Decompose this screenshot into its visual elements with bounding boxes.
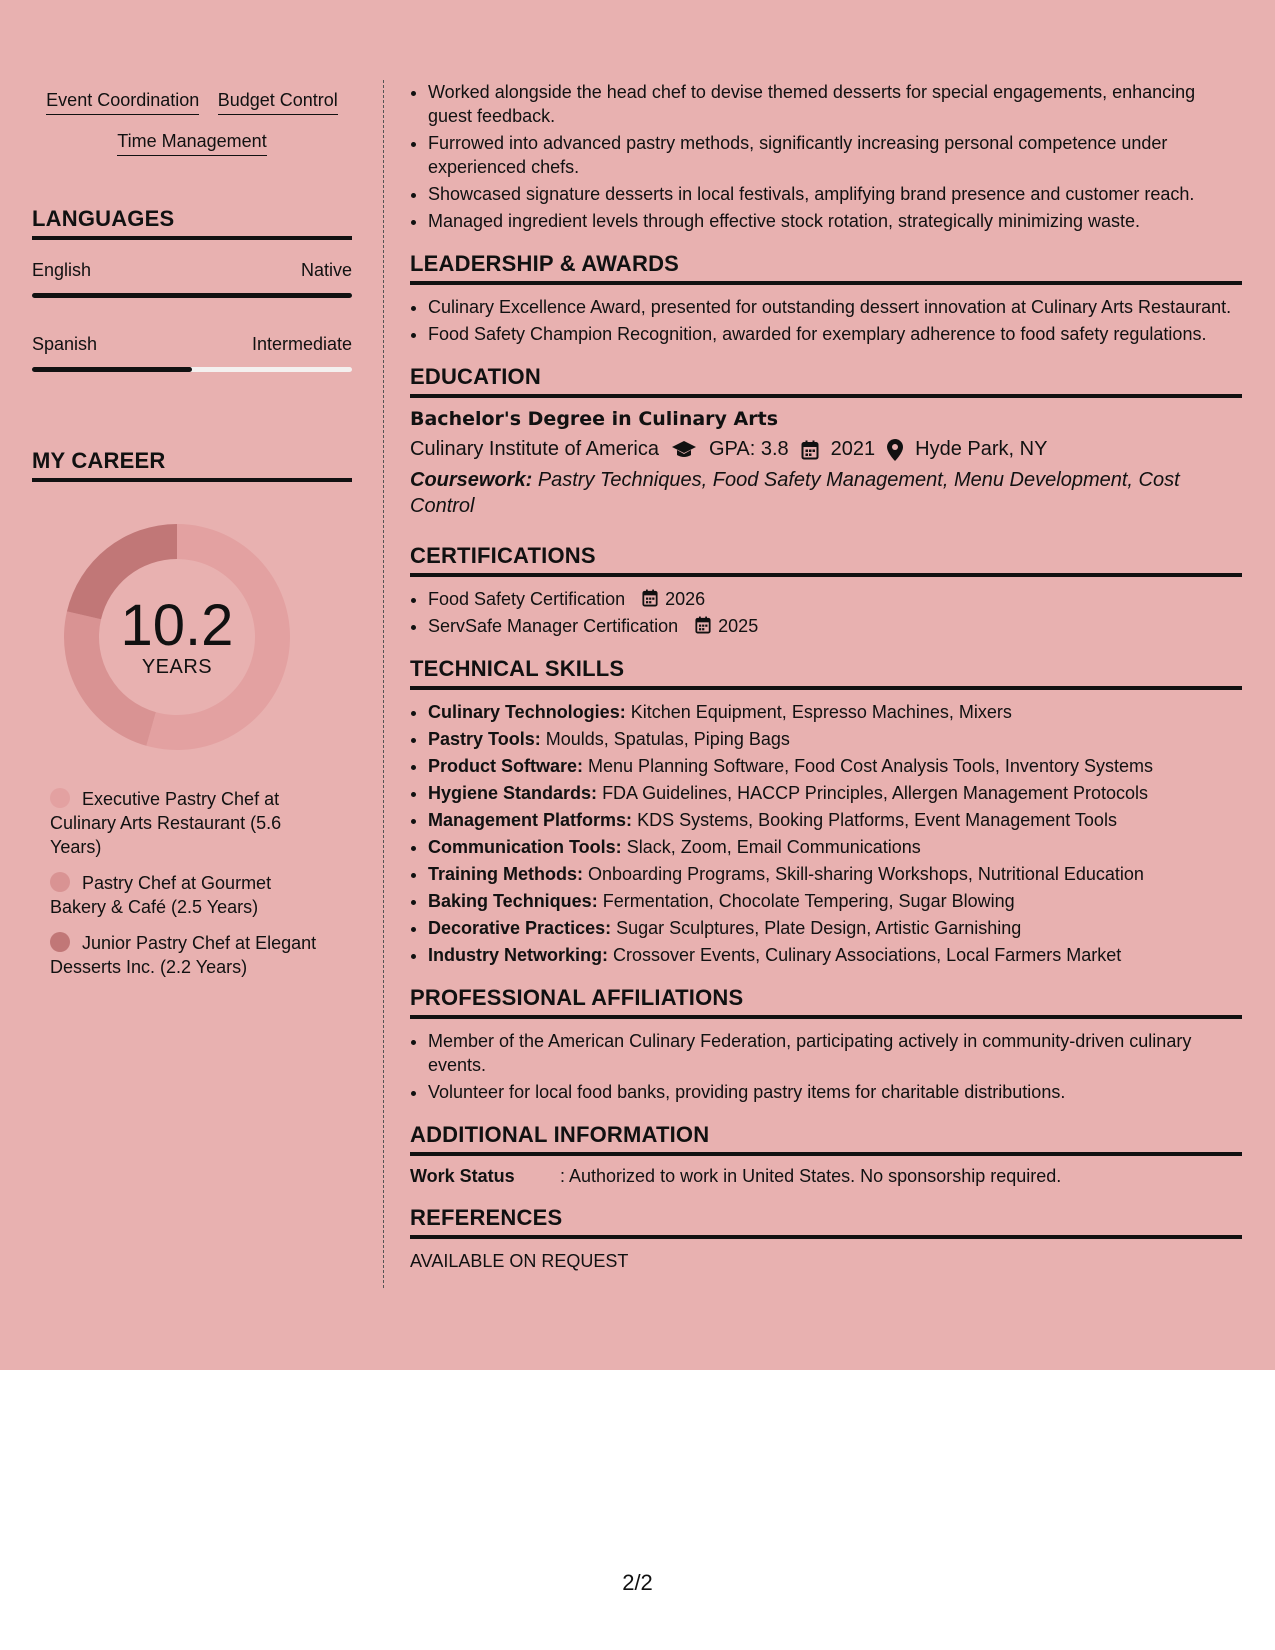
skill-tag: Time Management <box>117 129 266 156</box>
skill-value: Crossover Events, Culinary Associations, Local Farmers Market <box>613 945 1122 965</box>
page-number: 2/2 <box>622 1570 653 1595</box>
technical-skill-item <box>428 808 1242 832</box>
experience-bullet: • Furrowed into advanced pastry methods, significantly increasing personal competence under experienced chefs. <box>428 131 1242 179</box>
skill-value: Menu Planning Software, Food Cost Analysis Tools, Inventory Systems <box>588 756 1153 776</box>
additional-info-heading: ADDITIONAL INFORMATION <box>410 1122 1242 1156</box>
skill-label: Pastry Tools: <box>428 729 541 749</box>
experience-bullets <box>410 80 1242 233</box>
legend-label: Pastry Chef at Gourmet Bakery & Café (2.5 Years) <box>50 873 272 917</box>
technical-skill-item <box>428 781 1242 805</box>
education-gpa: GPA: 3.8 <box>709 438 789 460</box>
education-coursework <box>410 467 1242 519</box>
language-name: English <box>32 260 92 280</box>
languages-heading: LANGUAGES <box>32 206 352 240</box>
experience-bullet: • Showcased signature desserts in local festivals, amplifying brand presence and customer reach. <box>428 182 1242 206</box>
skill-label: Industry Networking: <box>428 945 609 965</box>
education-location: Hyde Park, NY <box>915 438 1048 460</box>
skill-value: Onboarding Programs, Skill-sharing Workshops, Nutritional Education <box>588 864 1144 884</box>
technical-skill-item <box>428 700 1242 724</box>
technical-skills-heading: TECHNICAL SKILLS <box>410 656 1242 690</box>
language-bar <box>32 367 352 372</box>
work-status-row <box>410 1166 1242 1187</box>
education-details <box>410 438 1242 461</box>
calendar-icon <box>642 589 658 607</box>
technical-skill-item <box>428 943 1242 967</box>
skill-label: Baking Techniques: <box>428 891 598 911</box>
technical-skills-section <box>410 656 1242 967</box>
affiliations-list <box>410 1029 1242 1104</box>
language-level: Intermediate <box>251 334 352 354</box>
skill-value: Fermentation, Chocolate Tempering, Sugar Blowing <box>602 891 1015 911</box>
skill-label: Communication Tools: <box>428 837 622 857</box>
legend-dot <box>50 872 70 892</box>
certification-year: 2025 <box>718 616 759 636</box>
skill-tags <box>32 80 352 162</box>
education-year: 2021 <box>830 438 876 460</box>
language-bar-fill <box>32 293 352 298</box>
legend-dot <box>50 932 70 952</box>
leadership-item: • Culinary Excellence Award, presented for outstanding dessert innovation at Culinary Arts Restaurant. <box>428 295 1242 319</box>
skill-value: FDA Guidelines, HACCP Principles, Allergen Management Protocols <box>602 783 1148 803</box>
legend-dot <box>50 788 70 808</box>
certification-name: Food Safety Certification <box>428 589 626 609</box>
language-level: Native <box>300 260 352 280</box>
certifications-list <box>410 587 1242 638</box>
language-row <box>32 260 352 281</box>
career-donut <box>62 522 292 752</box>
certification-year: 2026 <box>665 589 706 609</box>
skill-value: Kitchen Equipment, Espresso Machines, Mixers <box>630 702 1012 722</box>
affiliation-item: • Member of the American Culinary Federation, participating actively in community-driven culinary events. <box>428 1029 1242 1077</box>
skill-label: Hygiene Standards: <box>428 783 598 803</box>
coursework-text: Pastry Techniques, Food Safety Management, Menu Development, Cost Control <box>410 469 1180 517</box>
column-divider <box>383 80 384 1288</box>
calendar-icon <box>695 616 711 634</box>
legend-item <box>50 787 330 859</box>
education-heading: EDUCATION <box>410 364 1242 398</box>
location-pin-icon <box>887 439 903 461</box>
career-unit: YEARS <box>141 655 213 678</box>
certification-item <box>428 614 1242 638</box>
skill-value: KDS Systems, Booking Platforms, Event Management Tools <box>637 810 1117 830</box>
skill-label: Decorative Practices: <box>428 918 612 938</box>
affiliations-section <box>410 985 1242 1104</box>
calendar-icon <box>801 440 819 460</box>
skill-label: Culinary Technologies: <box>428 702 626 722</box>
skill-value: Slack, Zoom, Email Communications <box>626 837 921 857</box>
skill-tag: Event Coordination <box>46 88 199 115</box>
education-degree: Bachelor's Degree in Culinary Arts <box>410 408 779 430</box>
donut-center <box>62 522 292 752</box>
right-column <box>410 80 1242 1272</box>
technical-skill-item <box>428 916 1242 940</box>
language-bar <box>32 293 352 298</box>
certifications-section <box>410 543 1242 638</box>
technical-skill-item <box>428 889 1242 913</box>
career-section <box>32 448 352 979</box>
career-legend <box>50 787 330 979</box>
work-status-value: : Authorized to work in United States. No sponsorship required. <box>560 1166 1062 1186</box>
affiliations-heading: PROFESSIONAL AFFILIATIONS <box>410 985 1242 1019</box>
work-status-label: Work Status <box>410 1166 515 1186</box>
career-total-years: 10.2 <box>120 592 234 658</box>
technical-skill-item <box>428 862 1242 886</box>
language-row <box>32 334 352 355</box>
language-bar-fill <box>32 367 192 372</box>
skill-tag: Budget Control <box>218 88 338 115</box>
references-section <box>410 1205 1242 1272</box>
certification-name: ServSafe Manager Certification <box>428 616 679 636</box>
legend-label: Executive Pastry Chef at Culinary Arts Restaurant (5.6 Years) <box>50 789 282 857</box>
education-school: Culinary Institute of America <box>410 438 659 460</box>
certifications-heading: CERTIFICATIONS <box>410 543 1242 577</box>
skill-value: Sugar Sculptures, Plate Design, Artistic Garnishing <box>616 918 1022 938</box>
affiliation-item: • Volunteer for local food banks, providing pastry items for charitable distributions. <box>428 1080 1242 1104</box>
legend-item <box>50 931 330 979</box>
experience-bullet: • Worked alongside the head chef to devise themed desserts for special engagements, enhancing guest feedback. <box>428 80 1242 128</box>
skill-label: Product Software: <box>428 756 584 776</box>
leadership-item: • Food Safety Champion Recognition, awarded for exemplary adherence to food safety regulations. <box>428 322 1242 346</box>
graduation-cap-icon <box>671 440 697 460</box>
leadership-section <box>410 251 1242 346</box>
references-heading: REFERENCES <box>410 1205 1242 1239</box>
technical-skill-item <box>428 754 1242 778</box>
skill-label: Training Methods: <box>428 864 583 884</box>
additional-info-section <box>410 1122 1242 1187</box>
leadership-list <box>410 295 1242 346</box>
legend-item <box>50 871 330 919</box>
career-heading: MY CAREER <box>32 448 352 482</box>
education-section <box>410 364 1242 519</box>
skill-value: Moulds, Spatulas, Piping Bags <box>545 729 790 749</box>
technical-skill-item <box>428 835 1242 859</box>
references-text: AVAILABLE ON REQUEST <box>410 1251 629 1271</box>
experience-bullet: • Managed ingredient levels through effective stock rotation, strategically minimizing waste. <box>428 209 1242 233</box>
language-name: Spanish <box>32 334 98 354</box>
legend-label: Junior Pastry Chef at Elegant Desserts Inc. (2.2 Years) <box>50 933 317 977</box>
left-column <box>32 80 352 991</box>
certification-item <box>428 587 1242 611</box>
technical-skills-list <box>410 700 1242 967</box>
skill-label: Management Platforms: <box>428 810 633 830</box>
coursework-label: Coursework: <box>410 469 533 491</box>
leadership-heading: LEADERSHIP & AWARDS <box>410 251 1242 285</box>
technical-skill-item <box>428 727 1242 751</box>
languages-section <box>32 206 352 372</box>
